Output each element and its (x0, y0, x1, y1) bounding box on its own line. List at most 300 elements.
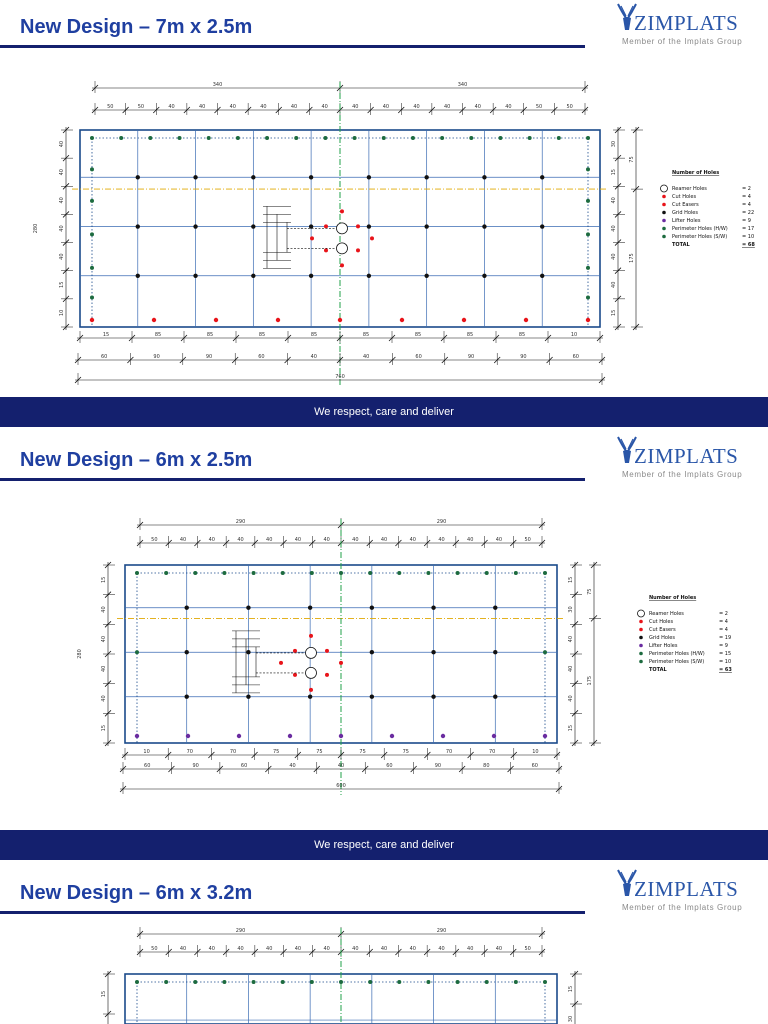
top-spacing-dim-label: 40 (352, 946, 359, 952)
reamer-hole (306, 667, 317, 678)
grid-hole (136, 224, 140, 228)
grid-hole (482, 224, 486, 228)
grid-hole (431, 606, 435, 610)
cut-hole (324, 224, 328, 228)
grid-hole (308, 606, 312, 610)
perimeter-hole (294, 136, 298, 140)
perimeter-hole (222, 980, 226, 984)
lifter-hole (288, 734, 292, 738)
right-spacing-dim-label: 15 (611, 309, 617, 317)
bottom-pattern-dim-label: 90 (192, 763, 199, 769)
top-spacing-dim-label: 40 (352, 537, 359, 543)
bottom-spacing-dim-label: 85 (258, 332, 266, 338)
top-spacing-dim-label: 50 (151, 537, 158, 543)
grid-hole (540, 175, 544, 179)
legend-label: TOTAL (649, 667, 667, 673)
right-spacing-dim-label: 40 (611, 197, 617, 204)
cut-easer-hole (279, 661, 283, 665)
bottom-pattern-dim-label: 60 (572, 354, 579, 360)
legend-count: = 4 (742, 202, 751, 208)
cut-easer-hole (340, 209, 344, 213)
top-spacing-dim-label: 40 (168, 104, 175, 110)
cut-hole (293, 649, 297, 653)
legend-count: = 63 (719, 667, 732, 673)
top-spacing-dim-label: 40 (495, 946, 503, 952)
lifter-hole (152, 318, 156, 322)
legend-count: = 9 (742, 218, 751, 224)
logo-wordmark: ZIMPLATS (634, 444, 739, 468)
lifter-hole (462, 318, 466, 322)
left-total-label: 280 (77, 649, 83, 659)
slide-1 (0, 0, 768, 428)
grid-hole (431, 695, 435, 699)
grid-hole (493, 695, 497, 699)
bottom-spacing-dim-label: 70 (229, 749, 237, 755)
cut-hole (325, 673, 329, 677)
right-spacing-dim-label: 40 (568, 695, 574, 702)
perimeter-hole (586, 266, 590, 270)
lifter-hole (186, 734, 190, 738)
legend-label: Reamer Holes (649, 611, 684, 617)
top-spacing-dim-label: 50 (566, 104, 573, 110)
top-spacing-dim-label: 40 (294, 537, 302, 543)
bottom-pattern-dim-label: 60 (415, 354, 422, 360)
top-spacing-dim-label: 50 (107, 104, 114, 110)
bottom-total-dim-label: 760 (335, 374, 345, 380)
grid-hole (540, 274, 544, 278)
left-spacing-dim-label: 40 (101, 635, 107, 643)
left-spacing-dim-label: 40 (59, 225, 65, 232)
bottom-spacing-dim-label: 85 (154, 332, 162, 338)
perimeter-hole (440, 136, 444, 140)
right-total-dim-label: 175 (629, 253, 635, 263)
bottom-spacing-dim-label: 85 (362, 332, 370, 338)
cut-easer-hole (339, 661, 343, 665)
perimeter-hole (485, 980, 489, 984)
perimeter-hole (498, 136, 502, 140)
left-spacing-dim-label: 40 (59, 169, 65, 176)
lifter-hole (441, 734, 445, 738)
top-spacing-dim-label: 40 (409, 946, 416, 952)
legend-count: = 4 (742, 194, 751, 200)
legend-symbol (662, 219, 666, 223)
top-spacing-dim-label: 50 (535, 104, 543, 110)
bottom-pattern-dim-label: 40 (310, 354, 317, 360)
grid-hole (493, 650, 497, 654)
perimeter-hole (90, 295, 94, 299)
top-spacing-dim-label: 40 (474, 104, 481, 110)
left-spacing-dim-label: 40 (59, 197, 65, 204)
top-spacing-dim-label: 40 (495, 537, 503, 543)
lifter-hole (586, 318, 590, 322)
legend-count: = 68 (742, 242, 755, 248)
bottom-spacing-dim-label: 10 (570, 332, 578, 338)
grid-hole (370, 695, 374, 699)
perimeter-hole (252, 980, 256, 984)
perimeter-hole (310, 980, 314, 984)
lifter-hole (135, 734, 139, 738)
blast-pattern-diagram (0, 433, 768, 861)
grid-hole (185, 695, 189, 699)
left-spacing-dim-label: 40 (59, 140, 65, 148)
left-spacing-dim-label: 15 (59, 281, 65, 288)
top-spacing-dim-label: 40 (321, 104, 328, 110)
perimeter-hole (310, 571, 314, 575)
legend-symbol (662, 211, 666, 215)
legend-title: Number of Holes (672, 170, 720, 176)
top-spacing-dim-label: 40 (266, 946, 273, 952)
right-spacing-dim-label: 30 (611, 140, 617, 148)
grid-hole (482, 274, 486, 278)
right-spacing-dim-label: 15 (568, 985, 574, 993)
cut-easer-hole (370, 236, 374, 240)
bottom-spacing-dim-label: 85 (206, 332, 214, 338)
slide-title: New Design – 6m x 3.2m (20, 882, 253, 904)
grid-hole (251, 224, 255, 228)
right-spacing-dim-label: 40 (568, 635, 574, 643)
lifter-hole (390, 734, 394, 738)
perimeter-hole (426, 980, 430, 984)
logo-wordmark: ZIMPLATS (634, 11, 739, 35)
legend-label: Perimeter Holes (S/W) (672, 234, 728, 240)
legend-symbol (662, 203, 666, 207)
grid-hole (193, 274, 197, 278)
left-spacing-dim-label: 10 (59, 309, 65, 317)
cut-hole (356, 248, 360, 252)
logo-wordmark: ZIMPLATS (634, 877, 739, 901)
top-total-dim-label: 340 (457, 82, 468, 88)
grid-hole (431, 650, 435, 654)
top-spacing-dim-label: 40 (467, 946, 474, 952)
grid-hole (309, 175, 313, 179)
perimeter-hole (148, 136, 152, 140)
bottom-spacing-dim-label: 70 (489, 749, 496, 755)
legend-count: = 4 (719, 627, 728, 633)
legend-label: Perimeter Holes (H/W) (649, 651, 705, 657)
bottom-spacing-dim-label: 70 (186, 749, 193, 755)
grid-hole (251, 274, 255, 278)
top-total-dim-label: 340 (212, 82, 223, 88)
bottom-pattern-dim-label: 60 (144, 763, 151, 769)
top-spacing-dim-label: 40 (290, 104, 298, 110)
slide-3 (0, 866, 768, 1024)
perimeter-hole (207, 136, 211, 140)
perimeter-hole (119, 136, 123, 140)
perimeter-hole (135, 980, 139, 984)
reamer-hole (306, 647, 317, 658)
top-spacing-dim-label: 40 (237, 946, 244, 952)
left-spacing-dim-label: 40 (101, 606, 107, 613)
grid-hole (193, 175, 197, 179)
grid-hole (185, 650, 189, 654)
slide-title: New Design – 7m x 2.5m (20, 16, 253, 38)
legend-label: TOTAL (672, 242, 690, 248)
legend-count: = 17 (742, 226, 755, 232)
perimeter-hole (368, 571, 372, 575)
perimeter-hole (397, 980, 401, 984)
right-total-dim-label: 75 (587, 588, 593, 595)
grid-hole (367, 224, 371, 228)
top-spacing-dim-label: 40 (208, 537, 215, 543)
top-spacing-dim-label: 40 (438, 537, 445, 543)
grid-hole (309, 274, 313, 278)
cut-hole (293, 673, 297, 677)
perimeter-hole (426, 571, 430, 575)
legend-label: Grid Holes (649, 635, 675, 641)
perimeter-hole (323, 136, 327, 140)
top-spacing-dim-label: 50 (524, 946, 531, 952)
top-spacing-dim-label: 40 (323, 946, 330, 952)
bottom-pattern-dim-label: 40 (289, 763, 296, 769)
perimeter-hole (193, 980, 197, 984)
perimeter-hole (485, 571, 489, 575)
legend-label: Cut Holes (672, 194, 697, 200)
legend-label: Grid Holes (672, 210, 698, 216)
grid-hole (424, 224, 428, 228)
perimeter-hole (178, 136, 182, 140)
perimeter-hole (90, 232, 94, 236)
top-total-dim-label: 290 (436, 928, 447, 934)
bottom-total-dim-label: 600 (336, 783, 346, 789)
right-spacing-dim-label: 40 (611, 281, 617, 288)
top-spacing-dim-label: 40 (208, 946, 215, 952)
bottom-pattern-dim-label: 60 (240, 763, 248, 769)
logo-tagline: Member of the Implats Group (622, 903, 743, 912)
legend-count: = 9 (719, 643, 728, 649)
bottom-spacing-dim-label: 85 (310, 332, 318, 338)
right-total-dim-label: 175 (587, 675, 593, 686)
slide-2 (0, 433, 768, 861)
grid-hole (367, 274, 371, 278)
bottom-pattern-dim-label: 90 (467, 354, 475, 360)
grid-hole (370, 606, 374, 610)
lifter-hole (338, 318, 342, 322)
lifter-hole (214, 318, 218, 322)
bottom-pattern-dim-label: 90 (520, 354, 527, 360)
top-spacing-dim-label: 40 (438, 946, 445, 952)
legend-count: = 10 (719, 659, 732, 665)
bottom-pattern-dim-label: 60 (101, 354, 108, 360)
right-spacing-dim-label: 30 (568, 606, 574, 613)
grid-hole (246, 650, 250, 654)
legend-count: = 19 (719, 635, 732, 641)
grid-hole (424, 274, 428, 278)
perimeter-hole (193, 571, 197, 575)
legend-label: Reamer Holes (672, 186, 707, 192)
top-spacing-dim-label: 40 (444, 104, 451, 110)
legend-count: = 10 (742, 234, 755, 240)
perimeter-hole (368, 980, 372, 984)
perimeter-hole (557, 136, 561, 140)
blast-pattern-diagram (0, 866, 768, 1024)
grid-hole (482, 175, 486, 179)
perimeter-hole (543, 571, 547, 575)
grid-hole (367, 175, 371, 179)
reamer-hole (337, 223, 348, 234)
perimeter-hole (164, 980, 168, 984)
perimeter-hole (469, 136, 473, 140)
legend-count: = 15 (719, 651, 732, 657)
perimeter-hole (411, 136, 415, 140)
bottom-spacing-dim-label: 15 (102, 332, 110, 338)
footer-bar: We respect, care and deliver (0, 397, 768, 427)
right-spacing-dim-label: 40 (568, 665, 574, 673)
right-spacing-dim-label: 40 (611, 253, 617, 260)
top-spacing-dim-label: 40 (199, 104, 206, 110)
legend-title: Number of Holes (649, 595, 697, 601)
bottom-spacing-dim-label: 10 (143, 749, 150, 755)
perimeter-hole (586, 167, 590, 171)
perimeter-hole (456, 571, 460, 575)
top-spacing-dim-label: 40 (413, 104, 420, 110)
logo-tagline: Member of the Implats Group (622, 37, 743, 46)
grid-hole (251, 175, 255, 179)
top-spacing-dim-label: 50 (137, 104, 145, 110)
perimeter-hole (90, 136, 94, 140)
cut-easer-hole (309, 634, 313, 638)
grid-hole (193, 224, 197, 228)
right-spacing-dim-label: 15 (611, 169, 617, 176)
perimeter-hole (265, 136, 269, 140)
left-total-label: 280 (33, 223, 39, 234)
top-spacing-dim-label: 40 (323, 537, 330, 543)
grid-hole (540, 224, 544, 228)
right-total-dim-label: 75 (629, 156, 635, 163)
lifter-hole (492, 734, 496, 738)
left-spacing-dim-label: 40 (101, 665, 107, 673)
perimeter-hole (90, 266, 94, 270)
perimeter-hole (586, 199, 590, 203)
legend-label: Perimeter Holes (S/W) (649, 659, 705, 665)
grid-hole (246, 695, 250, 699)
legend-count: = 4 (719, 619, 728, 625)
logo-tagline: Member of the Implats Group (622, 470, 743, 479)
left-spacing-dim-label: 15 (101, 576, 107, 584)
perimeter-hole (252, 571, 256, 575)
top-spacing-dim-label: 40 (467, 537, 474, 543)
cut-hole (325, 649, 329, 653)
cut-easer-hole (309, 688, 313, 692)
perimeter-hole (586, 136, 590, 140)
legend-symbol (639, 620, 643, 624)
bottom-spacing-dim-label: 75 (402, 749, 409, 755)
blast-pattern-diagram (0, 0, 768, 428)
top-spacing-dim-label: 40 (229, 104, 236, 110)
cut-hole (324, 248, 328, 252)
legend-symbol (638, 610, 645, 617)
legend-symbol (662, 227, 666, 231)
left-spacing-dim-label: 40 (101, 695, 107, 702)
lifter-hole (524, 318, 528, 322)
bottom-pattern-dim-label: 60 (386, 763, 393, 769)
footer-bar: We respect, care and deliver (0, 830, 768, 860)
reamer-hole (337, 243, 348, 254)
grid-hole (246, 606, 250, 610)
perimeter-hole (222, 571, 226, 575)
left-spacing-dim-label: 15 (101, 724, 107, 732)
top-spacing-dim-label: 40 (179, 537, 187, 543)
top-spacing-dim-label: 40 (382, 104, 390, 110)
perimeter-hole (514, 571, 518, 575)
bottom-spacing-dim-label: 85 (518, 332, 526, 338)
legend-count: = 2 (742, 186, 751, 192)
bottom-pattern-dim-label: 90 (153, 354, 160, 360)
top-spacing-dim-label: 40 (260, 104, 267, 110)
grid-hole (185, 606, 189, 610)
perimeter-hole (236, 136, 240, 140)
lifter-hole (543, 734, 547, 738)
legend-label: Perimeter Holes (H/W) (672, 226, 728, 232)
top-spacing-dim-label: 40 (237, 537, 244, 543)
lifter-hole (400, 318, 404, 322)
perimeter-hole (514, 980, 518, 984)
grid-hole (493, 606, 497, 610)
legend-label: Cut Holes (649, 619, 674, 625)
lifter-hole (339, 734, 343, 738)
top-spacing-dim-label: 40 (352, 104, 359, 110)
perimeter-hole (135, 571, 139, 575)
top-total-dim-label: 290 (436, 519, 447, 525)
legend-symbol (639, 628, 643, 632)
cut-easer-hole (310, 236, 314, 240)
bottom-spacing-dim-label: 75 (316, 749, 323, 755)
bottom-spacing-dim-label: 10 (532, 749, 539, 755)
perimeter-hole (281, 980, 285, 984)
top-spacing-dim-label: 40 (179, 946, 187, 952)
legend-count: = 2 (719, 611, 728, 617)
perimeter-hole (586, 295, 590, 299)
bottom-pattern-dim-label: 90 (205, 354, 213, 360)
grid-hole (370, 650, 374, 654)
slide-title: New Design – 6m x 2.5m (20, 449, 253, 471)
bottom-spacing-dim-label: 70 (445, 749, 453, 755)
perimeter-hole (90, 167, 94, 171)
legend-symbol (639, 660, 643, 664)
perimeter-hole (164, 571, 168, 575)
perimeter-hole (543, 650, 547, 654)
perimeter-hole (586, 232, 590, 236)
top-spacing-dim-label: 40 (294, 946, 302, 952)
legend-symbol (639, 644, 643, 648)
perimeter-hole (135, 650, 139, 654)
right-spacing-dim-label: 40 (611, 225, 617, 232)
legend-symbol (662, 195, 666, 199)
grid-hole (308, 695, 312, 699)
legend-symbol (662, 235, 666, 239)
bottom-spacing-dim-label: 85 (466, 332, 474, 338)
perimeter-hole (281, 571, 285, 575)
right-spacing-dim-label: 15 (568, 576, 574, 584)
cut-easer-hole (340, 263, 344, 267)
top-spacing-dim-label: 50 (151, 946, 158, 952)
top-spacing-dim-label: 40 (505, 104, 512, 110)
perimeter-hole (353, 136, 357, 140)
bottom-spacing-dim-label: 75 (359, 749, 366, 755)
bottom-pattern-dim-label: 80 (483, 763, 490, 769)
grid-hole (424, 175, 428, 179)
right-spacing-dim-label: 30 (568, 1015, 574, 1023)
legend-label: Cut Easers (649, 627, 676, 633)
top-spacing-dim-label: 40 (380, 537, 388, 543)
lifter-hole (90, 318, 94, 322)
bottom-spacing-dim-label: 85 (414, 332, 422, 338)
top-spacing-dim-label: 50 (524, 537, 531, 543)
top-spacing-dim-label: 40 (409, 537, 416, 543)
bottom-pattern-dim-label: 40 (363, 354, 370, 360)
perimeter-hole (456, 980, 460, 984)
perimeter-hole (397, 571, 401, 575)
perimeter-hole (543, 980, 547, 984)
